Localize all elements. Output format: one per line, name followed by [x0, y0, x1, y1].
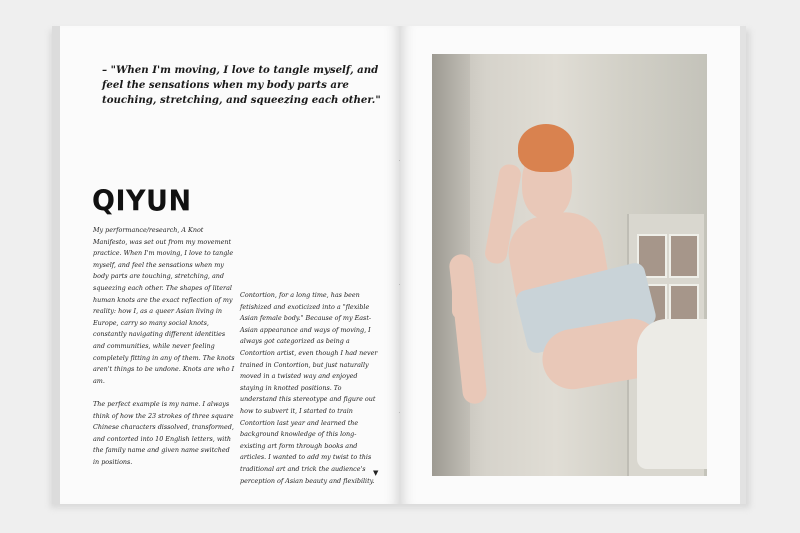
paragraph: The perfect example is my name. I always think of how the 23 strokes of three square Chinese characters dissolved, transformed, and contorted into 10 English letters, with the family name and given name switched in positions.	[93, 399, 234, 466]
pull-quote: – "When I'm moving, I love to tangle myself, and feel the sensations when my body parts are touching, stretching, and squeezing each other."	[102, 64, 381, 106]
door-pane	[669, 234, 699, 278]
text-column-1	[93, 225, 235, 480]
right-page	[400, 26, 746, 504]
text-column-2	[240, 290, 380, 499]
article-title: QIYUN	[92, 185, 192, 218]
left-page	[52, 26, 400, 504]
paragraph: My performance/research, A Knot Manifesto, was set out from my movement practice. When I'm moving, I love to tangle myself, and feel the sensations when my body parts are touching, stretching, and squeezing each other. The shapes of literal human knots are the exact reflection of my reality: how I, as a queer Asian living in Europe, carry so many social knots, constantly navigating different identities and communities, while never feeling completely fitting in any of them. The knots aren't things to be undone. Knots are who I am.	[93, 226, 235, 385]
continue-marker: ▼	[373, 469, 379, 477]
portrait-photo	[432, 54, 707, 476]
paragraph: Contortion, for a long time, has been fetishized and exoticized into a "flexible Asian female body." Because of my East-Asian appearance and ways of moving, I always got categorized as being a Contortion artist, even though I had never trained in Contortion, but just naturally moved in a twisted way and enjoyed staying in knotted positions. To understand this stereotype and figure out how to subvert it, I started to train Contortion last year and learned the background knowledge of this long-existing art form through books and articles. I wanted to add my twist to this traditional art and trick the audience's perception of Asian beauty and flexibility.	[240, 291, 378, 485]
hair	[518, 124, 574, 172]
hand	[452, 259, 470, 319]
magazine-spread	[52, 26, 746, 504]
pants	[637, 319, 707, 469]
